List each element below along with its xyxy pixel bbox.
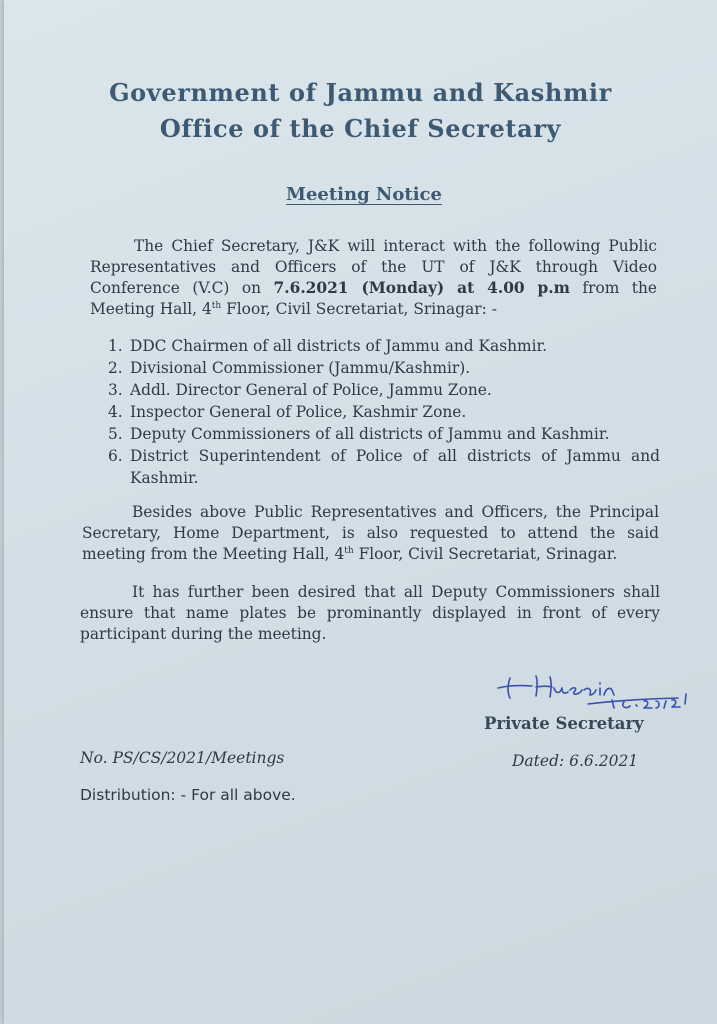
- principal-secretary-paragraph: [82, 502, 659, 565]
- intro-text-1: The Chief Secretary, J&K will interact with the following Public Representatives and Officers of the UT of J&K through Video Conference (V.C) on: [90, 237, 657, 297]
- reference-number: No. PS/CS/2021/Meetings: [80, 749, 285, 767]
- notice-title: [4, 184, 717, 205]
- para2-sup: th: [344, 545, 354, 556]
- header-government: Government of Jammu and Kashmir: [109, 78, 612, 107]
- intro-sup: th: [211, 300, 222, 311]
- list-item: [108, 336, 660, 358]
- list-item: [108, 402, 660, 424]
- list-item-text: Addl. Director General of Police, Jammu Zone.: [130, 381, 492, 400]
- list-item-number: 6.: [108, 447, 123, 466]
- name-plates-paragraph: It has further been desired that all Deputy Commissioners shall ensure that name plates be prominantly displayed in front of every participant during the meeting.: [80, 583, 660, 643]
- intro-paragraph: [90, 236, 657, 320]
- document-page: [4, 0, 717, 1024]
- list-item: [108, 424, 660, 446]
- list-item: [108, 358, 660, 380]
- list-item-text: Inspector General of Police, Kashmir Zone.: [130, 403, 467, 422]
- notice-title-text: Meeting Notice: [286, 184, 442, 205]
- attendee-list: [108, 336, 660, 490]
- distribution-line: Distribution: - For all above.: [80, 786, 296, 804]
- para2-text-1: Besides above Public Representatives and Officers, the Principal Secretary, Home Department, is also requested to attend the said meeting from the Meeting Hall, 4: [82, 503, 659, 563]
- list-item-number: 4.: [108, 403, 123, 422]
- header-office: Office of the Chief Secretary: [159, 114, 562, 143]
- list-item: [108, 380, 660, 402]
- dated-line: Dated: 6.6.2021: [512, 752, 639, 770]
- signatory-designation: Private Secretary: [484, 714, 644, 733]
- intro-date-time: 7.6.2021 (Monday) at 4.00 p.m: [273, 279, 570, 297]
- list-item-number: 3.: [108, 381, 123, 400]
- list-item-text: Deputy Commissioners of all districts of Jammu and Kashmir.: [130, 425, 610, 444]
- list-item-text: Divisional Commissioner (Jammu/Kashmir).: [130, 359, 471, 378]
- list-item-text: DDC Chairmen of all districts of Jammu and Kashmir.: [130, 337, 548, 355]
- handwritten-signature: [492, 668, 692, 712]
- intro-text-2: from the Meeting Hall, 4: [90, 279, 658, 318]
- list-item-number: 2.: [108, 359, 123, 378]
- intro-text-3: Floor, Civil Secretariat, Srinagar: -: [221, 300, 497, 318]
- list-item: [108, 446, 660, 489]
- para2-text-2: Floor, Civil Secretariat, Srinagar.: [353, 545, 618, 563]
- list-item-number: 5.: [108, 425, 123, 444]
- list-item-number: 1.: [108, 337, 123, 355]
- list-item-text: District Superintendent of Police of all districts of Jammu and Kashmir.: [130, 447, 660, 487]
